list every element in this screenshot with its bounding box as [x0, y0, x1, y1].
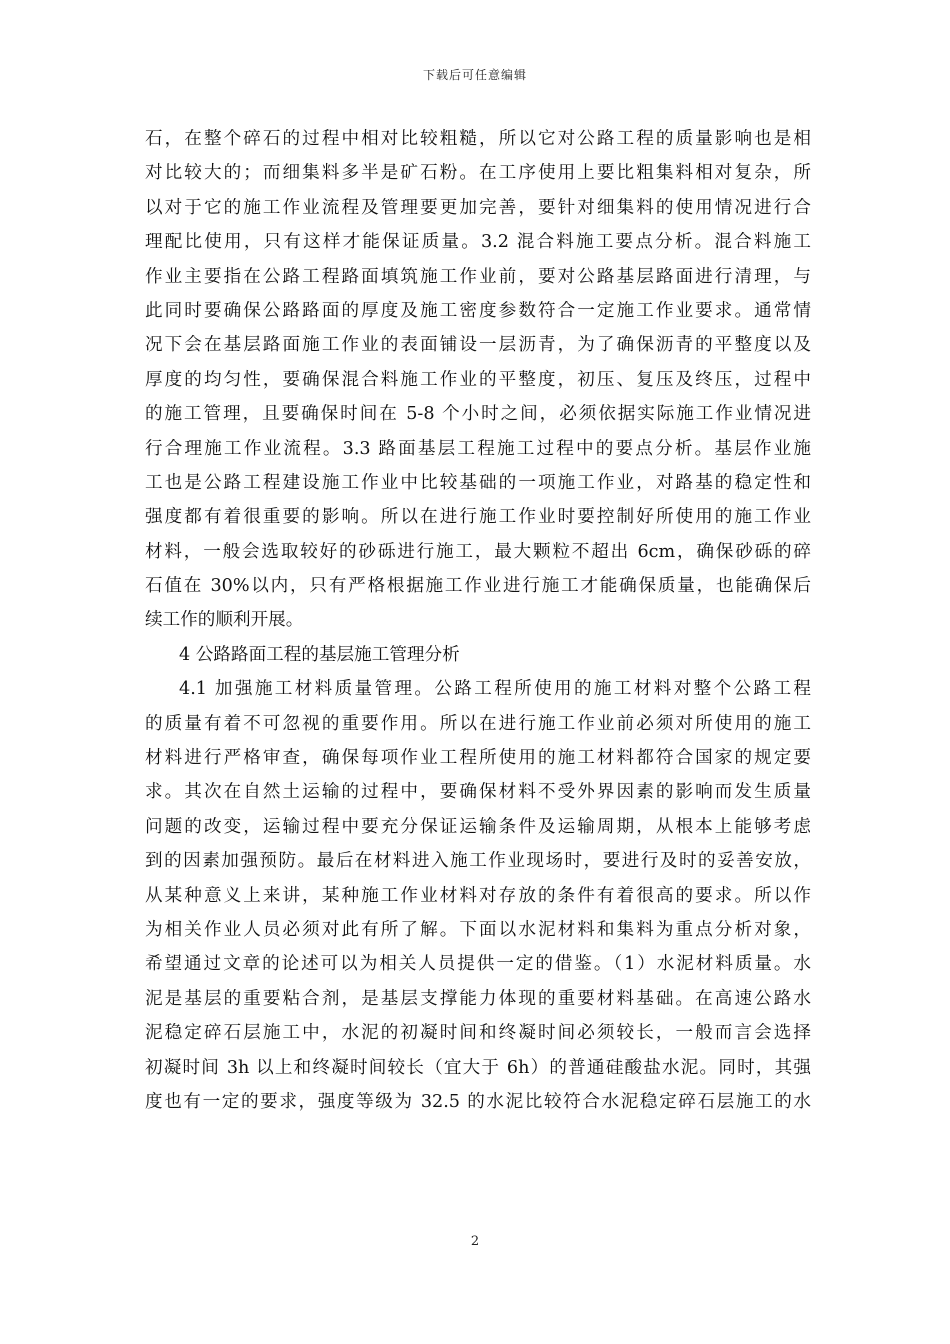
text-line: 厚度的均匀性，要确保混合料施工作业的平整度，初压、复压及终压，过程中 [145, 369, 811, 390]
text-line: 石值在 30%以内，只有严格根据施工作业进行施工才能确保质量，也能确保后 [145, 576, 811, 597]
text-line: 材料，一般会选取较好的砂砾进行施工，最大颗粒不超出 6cm，确保砂砾的碎 [145, 541, 811, 562]
text-line: 续工作的顺利开展。 [145, 610, 304, 631]
text-line: 泥是基层的重要粘合剂，是基层支撑能力体现的重要材料基础。在高速公路水 [145, 988, 811, 1009]
text-line: 为相关作业人员必须对此有所了解。下面以水泥材料和集料为重点分析对象， [145, 919, 811, 940]
document-body [145, 122, 811, 1119]
section-heading: 4 公路路面工程的基层施工管理分析 [179, 644, 460, 665]
text-line: 问题的改变，运输过程中要充分保证运输条件及运输周期，从根本上能够考虑 [145, 816, 811, 837]
text-line: 求。其次在自然土运输的过程中，要确保材料不受外界因素的影响而发生质量 [145, 782, 811, 803]
text-line: 此同时要确保公路路面的厚度及施工密度参数符合一定施工作业要求。通常情 [145, 300, 811, 321]
text-line: 希望通过文章的论述可以为相关人员提供一定的借鉴。（1）水泥材料质量。水 [145, 954, 811, 975]
text-line: 工也是公路工程建设施工作业中比较基础的一项施工作业，对路基的稳定性和 [145, 472, 811, 493]
text-line: 石，在整个碎石的过程中相对比较粗糙，所以它对公路工程的质量影响也是相 [145, 129, 811, 149]
text-line: 的质量有着不可忽视的重要作用。所以在进行施工作业前必须对所使用的施工 [145, 713, 811, 734]
text-line: 理配比使用，只有这样才能保证质量。3.2 混合料施工要点分析。混合料施工 [145, 232, 811, 253]
text-line: 到的因素加强预防。最后在材料进入施工作业现场时，要进行及时的妥善安放， [145, 851, 811, 872]
text-line: 强度都有着很重要的影响。所以在进行施工作业时要控制好所使用的施工作业 [145, 507, 811, 528]
text-line: 行合理施工作业流程。3.3 路面基层工程施工过程中的要点分析。基层作业施 [145, 438, 811, 459]
page-header: 下载后可任意编辑 [422, 68, 527, 82]
text-line: 的施工管理，且要确保时间在 5-8 个小时之间，必须依据实际施工作业情况进 [145, 404, 811, 425]
text-line: 度也有一定的要求，强度等级为 32.5 的水泥比较符合水泥稳定碎石层施工的水 [145, 1091, 811, 1112]
text-line: 况下会在基层路面施工作业的表面铺设一层沥青，为了确保沥青的平整度以及 [145, 335, 811, 356]
text-line: 4.1 加强施工材料质量管理。公路工程所使用的施工材料对整个公路工程 [179, 679, 811, 700]
paragraph [145, 672, 811, 1119]
text-line: 对比较大的；而细集料多半是矿石粉。在工序使用上要比粗集料相对复杂，所 [145, 163, 811, 184]
text-line: 初凝时间 3h 以上和终凝时间较长（宜大于 6h）的普通硅酸盐水泥。同时，其强 [145, 1057, 811, 1078]
text-line: 材料进行严格审查，确保每项作业工程所使用的施工材料都符合国家的规定要 [145, 748, 811, 769]
text-line: 作业主要指在公路工程路面填筑施工作业前，要对公路基层路面进行清理，与 [145, 266, 811, 287]
text-line: 从某种意义上来讲，某种施工作业材料对存放的条件有着很高的要求。所以作 [145, 885, 811, 906]
text-line: 泥稳定碎石层施工中，水泥的初凝时间和终凝时间必须较长，一般而言会选择 [145, 1023, 811, 1044]
paragraph [145, 122, 811, 638]
text-line: 以对于它的施工作业流程及管理要更加完善，要针对细集料的使用情况进行合 [145, 197, 811, 218]
page-number: 2 [470, 1234, 480, 1249]
